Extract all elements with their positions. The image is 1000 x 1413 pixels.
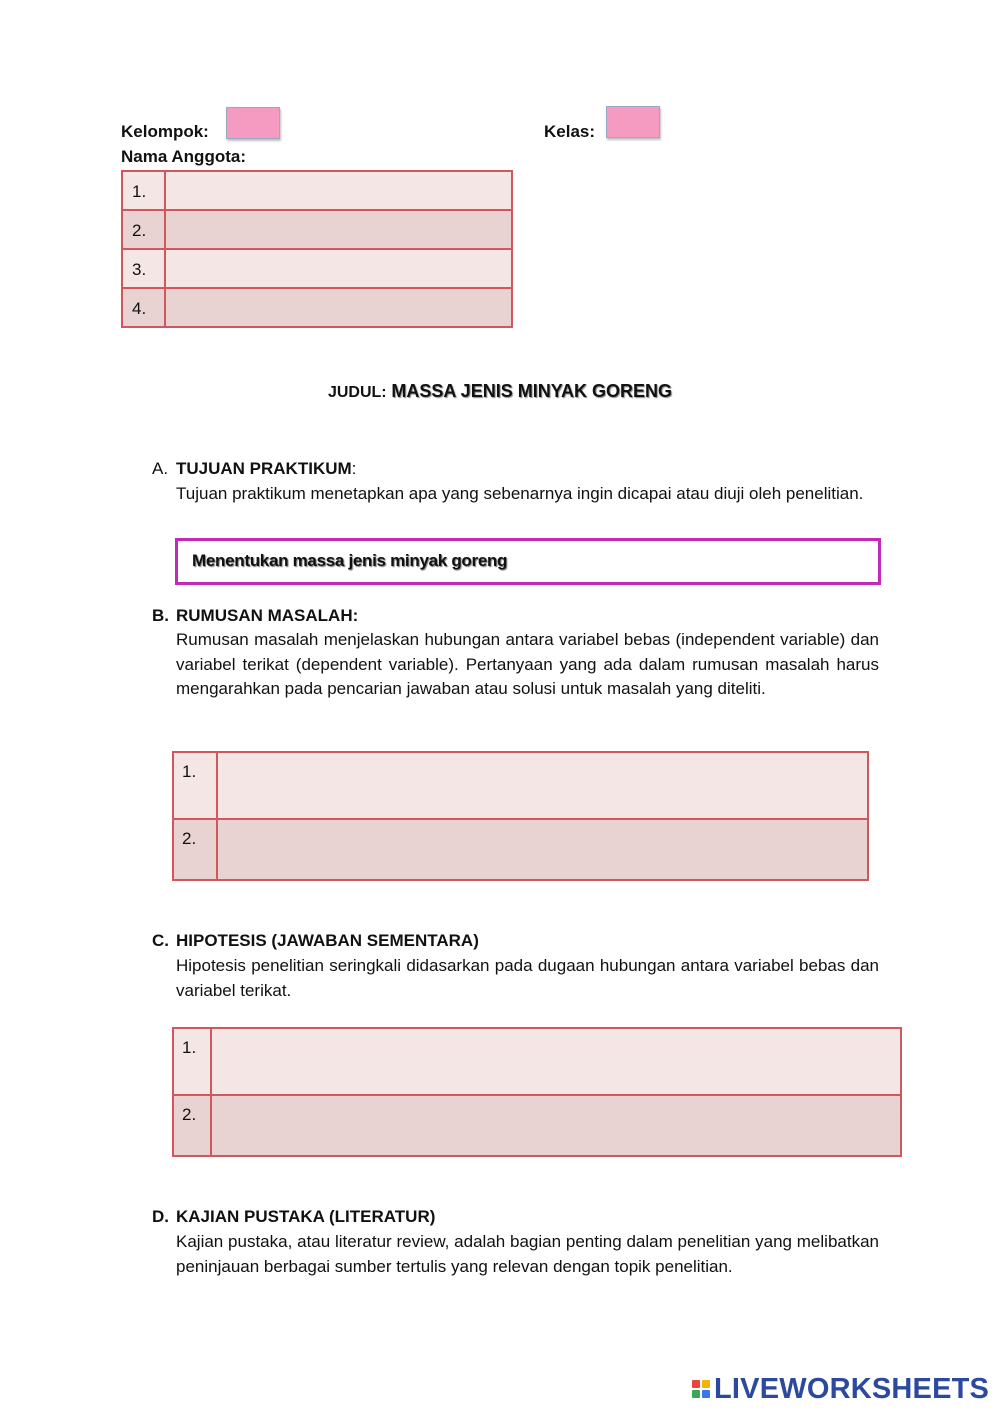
page-title <box>0 381 1000 402</box>
section-letter: B. <box>152 606 169 625</box>
members-label: Nama Anggota: <box>121 147 246 166</box>
section-letter: A. <box>152 459 169 478</box>
member-input-1[interactable] <box>165 171 512 210</box>
table-row <box>173 819 868 880</box>
section-title: RUMUSAN MASALAH: <box>176 606 359 625</box>
section-a-heading <box>152 459 356 479</box>
member-input-3[interactable] <box>165 249 512 288</box>
title-label: JUDUL: <box>327 384 387 401</box>
section-b-heading <box>152 606 358 626</box>
logo-square <box>702 1390 710 1398</box>
section-d-description: Kajian pustaka, atau literatur review, adalah bagian penting dalam penelitian yang melibatkan peninjauan berbagai sumber tertulis yang relevan dengan topik penelitian. <box>176 1232 879 1276</box>
liveworksheets-logo <box>692 1374 989 1404</box>
table-row <box>122 288 512 327</box>
table-row <box>122 171 512 210</box>
logo-square <box>692 1390 700 1398</box>
row-number: 1. <box>173 1028 211 1095</box>
table-row <box>122 210 512 249</box>
objective-box <box>175 538 881 585</box>
row-number: 2. <box>122 210 165 249</box>
logo-text: LIVEWORKSHEETS <box>714 1372 990 1405</box>
section-title: KAJIAN PUSTAKA (LITERATUR) <box>176 1207 436 1226</box>
member-input-2[interactable] <box>165 210 512 249</box>
row-number: 3. <box>122 249 165 288</box>
objective-text: Menentukan massa jenis minyak goreng <box>192 551 508 570</box>
section-c-heading <box>152 931 479 951</box>
table-row <box>173 1095 901 1156</box>
class-label: Kelas: <box>544 122 596 141</box>
members-table <box>121 170 513 328</box>
section-a-description: Tujuan praktikum menetapkan apa yang sebenarnya ingin dicapai atau diuji oleh penelitian. <box>176 484 864 503</box>
group-label: Kelompok: <box>121 122 209 141</box>
section-title: TUJUAN PRAKTIKUM <box>176 459 352 478</box>
section-letter: C. <box>152 931 169 950</box>
hypothesis-input-1[interactable] <box>211 1028 901 1095</box>
table-row <box>173 752 868 819</box>
row-number: 1. <box>122 171 165 210</box>
section-title-suffix: : <box>351 459 357 478</box>
member-input-4[interactable] <box>165 288 512 327</box>
section-d-heading <box>152 1207 435 1227</box>
logo-mark-icon <box>692 1380 710 1398</box>
logo-square <box>702 1380 710 1388</box>
problem-input-1[interactable] <box>217 752 868 819</box>
section-c-description: Hipotesis penelitian seringkali didasarkan pada dugaan hubungan antara variabel bebas dan variabel terikat. <box>176 956 879 1000</box>
class-input[interactable] <box>606 106 660 138</box>
hypothesis-input-2[interactable] <box>211 1095 901 1156</box>
row-number: 1. <box>173 752 217 819</box>
problem-input-2[interactable] <box>217 819 868 880</box>
row-number: 4. <box>122 288 165 327</box>
row-number: 2. <box>173 819 217 880</box>
row-number: 2. <box>173 1095 211 1156</box>
hypothesis-table <box>172 1027 902 1157</box>
group-input[interactable] <box>226 107 280 139</box>
section-b-description: Rumusan masalah menjelaskan hubungan antara variabel bebas (independent variable) dan variabel terikat (dependent variable). Pertanyaan yang ada dalam rumusan masalah harus mengarahkan pada pencarian jawaban atau solusi untuk masalah yang diteliti. <box>176 630 879 698</box>
section-title: HIPOTESIS (JAWABAN SEMENTARA) <box>176 931 479 950</box>
title-value: MASSA JENIS MINYAK GORENG <box>391 381 673 401</box>
table-row <box>173 1028 901 1095</box>
logo-square <box>692 1380 700 1388</box>
problem-table <box>172 751 869 881</box>
section-letter: D. <box>152 1207 169 1226</box>
table-row <box>122 249 512 288</box>
